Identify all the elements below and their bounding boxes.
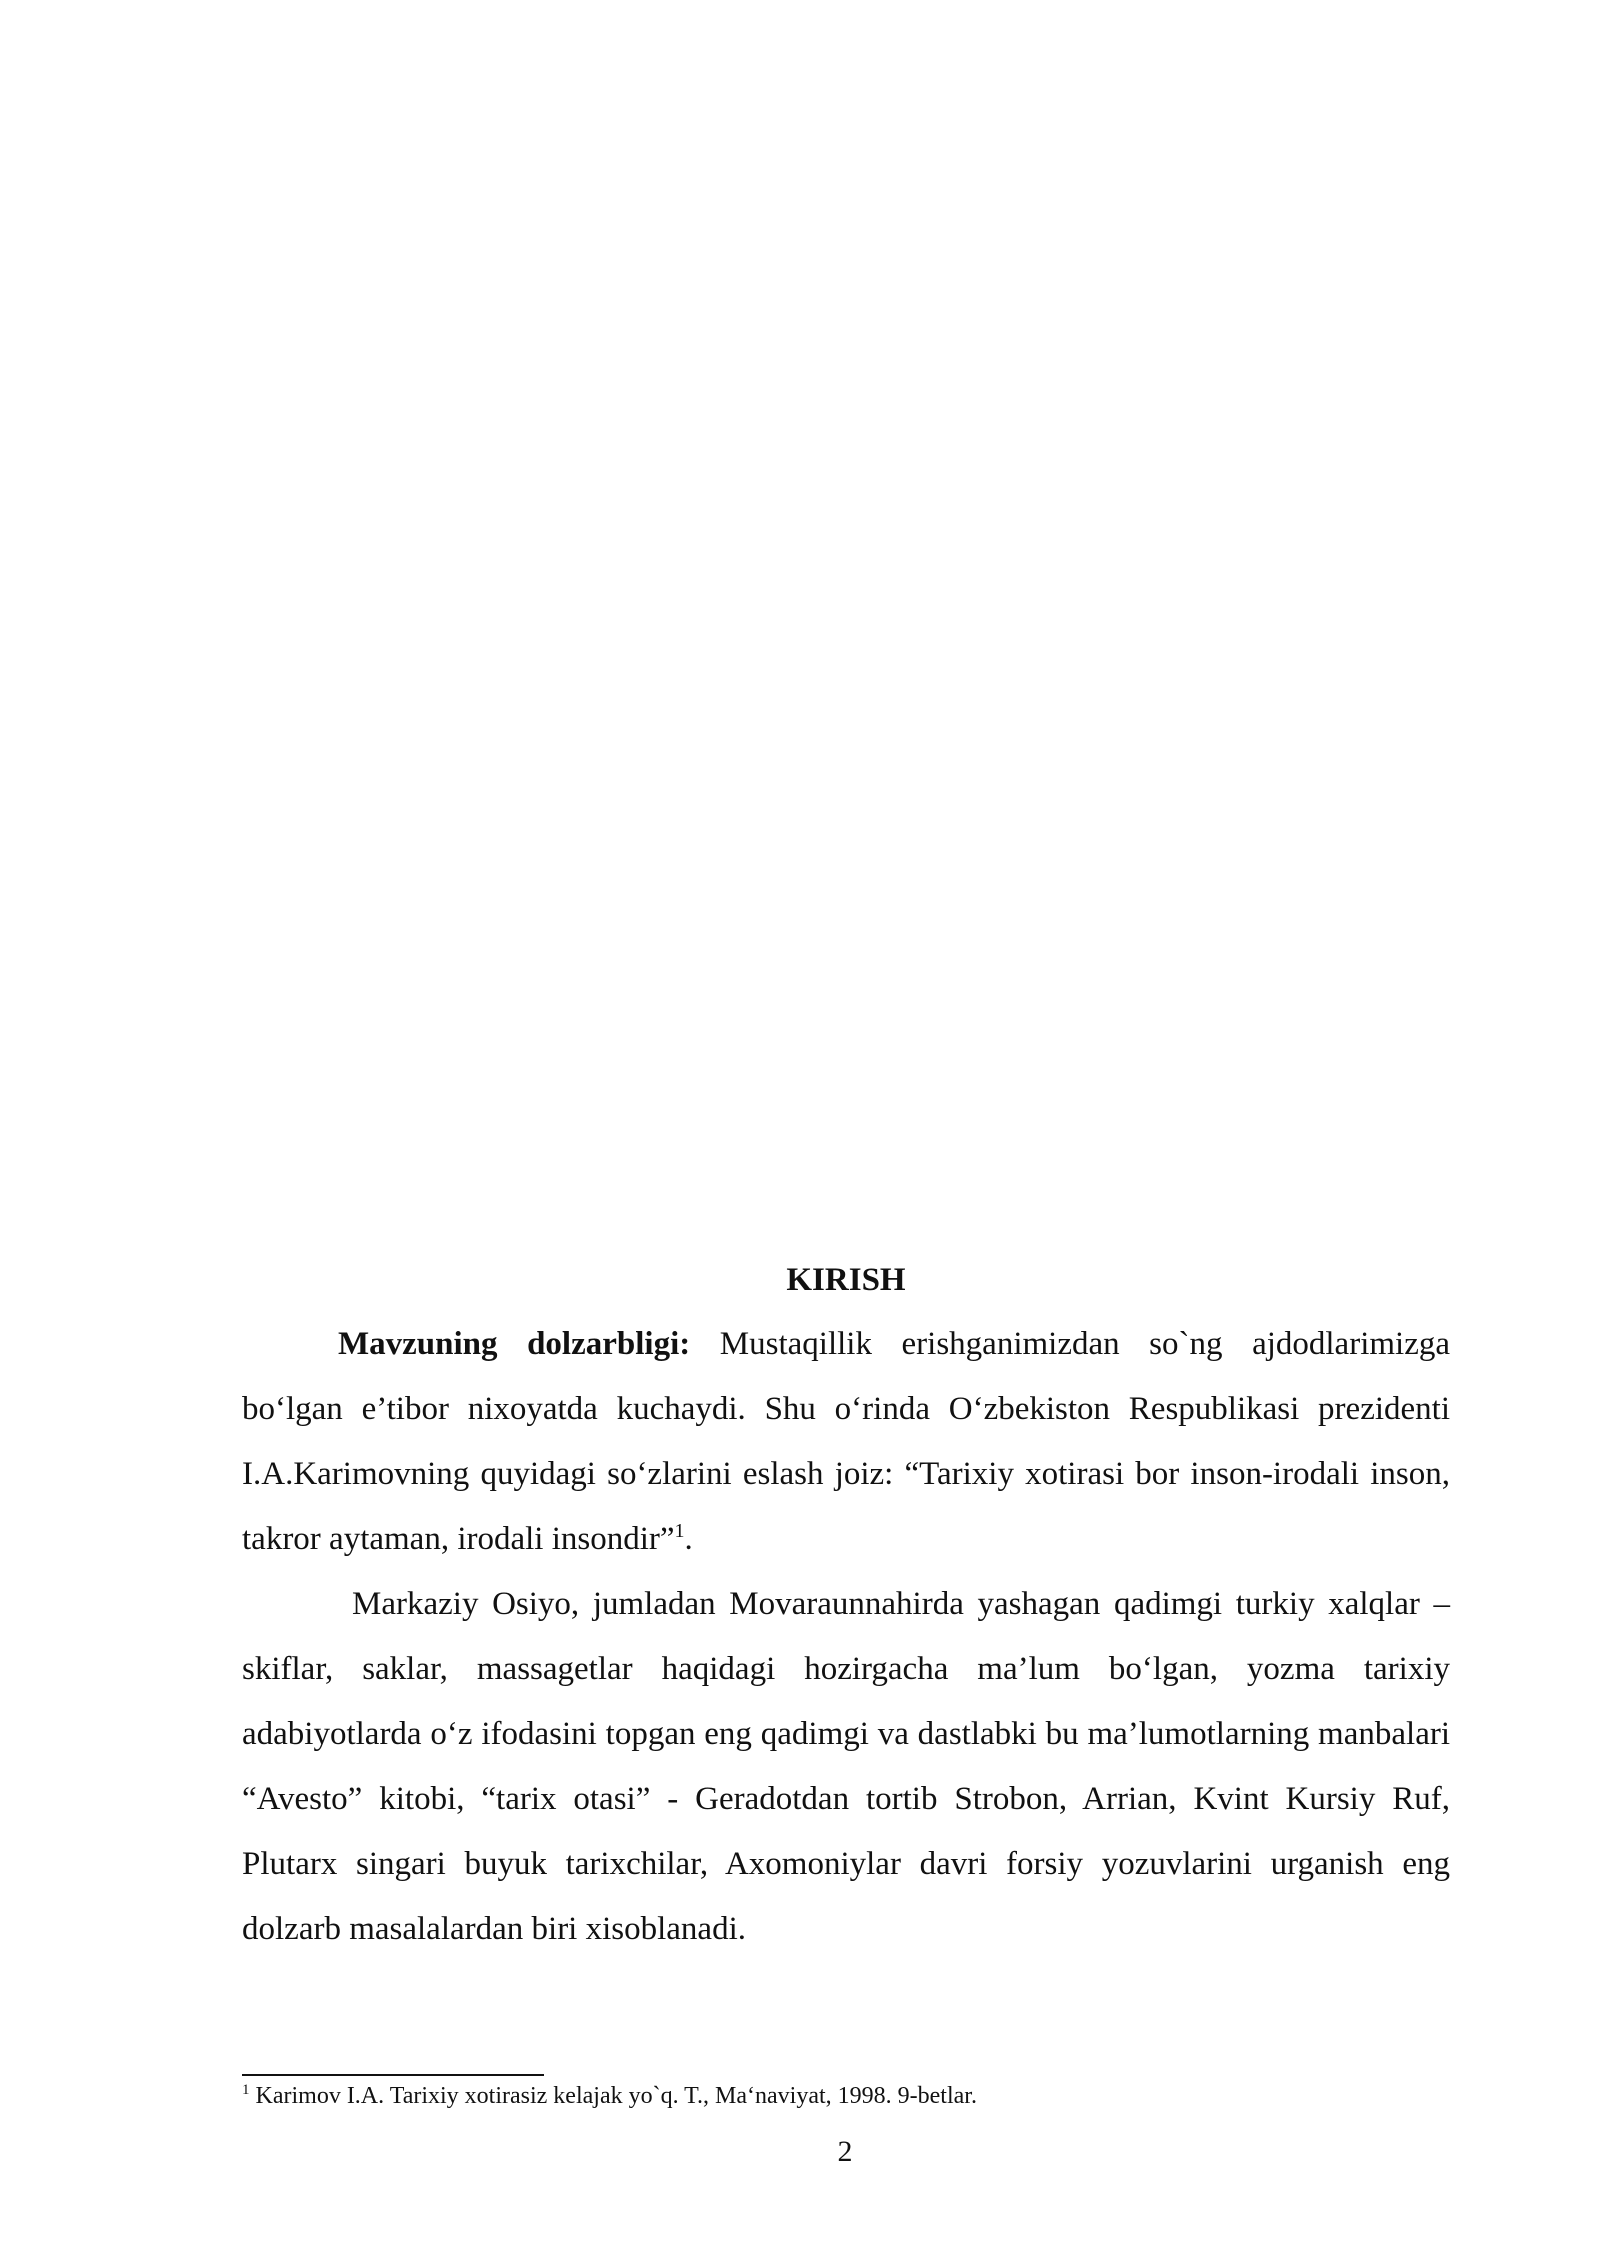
paragraph-lead: Mavzuning dolzarbligi: (338, 1326, 691, 1362)
paragraph-text: Mustaqillik erishganimizdan so`ng ajdodlarimizga bo‘lgan e’tibor nixoyatda kuchaydi. Shu o‘rinda O‘zbekiston Respublikasi prezidenti I.A.Karimovning quyidagi so‘zlarini eslash joiz: “Tarixiy xotirasi bor inson-irodali inson, takror aytaman, irodali insondir” (242, 1326, 1450, 1557)
footnote-reference[interactable]: 1 (674, 1520, 685, 1542)
main-content (242, 1248, 1450, 1962)
paragraph-relevance (242, 1312, 1450, 1572)
footnote-number: 1 (242, 2082, 250, 2098)
footnote-separator (242, 2074, 544, 2076)
footnote (242, 2080, 1450, 2112)
footnote-text: Karimov I.A. Tarixiy xotirasiz kelajak yo`q. T., Ma‘naviyat, 1998. 9-betlar. (249, 2083, 977, 2109)
page-number: 2 (837, 2135, 853, 2168)
paragraph-end: . (684, 1521, 693, 1557)
paragraph-sources: Markaziy Osiyo, jumladan Movaraunnahirda yashagan qadimgi turkiy xalqlar – skiflar, saklar, massagetlar haqidagi hozirgacha ma’lum bo‘lgan, yozma tarixiy adabiyotlarda o‘z ifodasini topgan eng qadimgi va dastlabki bu ma’lumotlarning manbalari “Avesto” kitobi, “tarix otasi” - Geradotdan tortib Strobon, Arrian, Kvint Kursiy Ruf, Plutarx singari buyuk tarixchilar, Axomoniylar davri forsiy yozuvlarini urganish eng dolzarb masalalardan biri xisoblanadi. (242, 1586, 1450, 1947)
section-heading: KIRISH (786, 1262, 906, 1298)
